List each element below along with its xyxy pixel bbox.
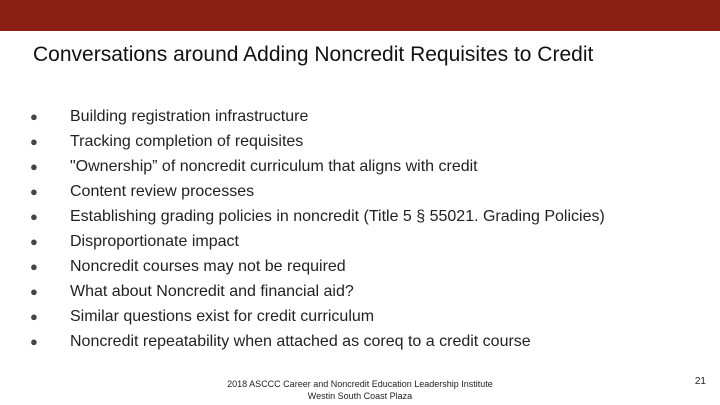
bullet-text: Noncredit repeatability when attached as coreq to a credit course: [70, 332, 531, 350]
bullet-text: Establishing grading policies in noncredit (Title 5 § 55021. Grading Policies): [70, 207, 605, 225]
slide-footer: [170, 378, 550, 402]
list-item: [28, 179, 605, 204]
list-item: [28, 204, 605, 229]
title-bar-accent: [0, 0, 720, 31]
footer-line-1: 2018 ASCCC Career and Noncredit Education Leadership Institute: [227, 379, 493, 389]
bullet-icon: ●: [30, 334, 38, 349]
bullet-text: Disproportionate impact: [70, 232, 239, 250]
bullet-text: Similar questions exist for credit curriculum: [70, 307, 375, 325]
footer-line-2: Westin South Coast Plaza: [307, 391, 413, 401]
slide-title: Conversations around Adding Noncredit Requisites to Credit: [33, 43, 594, 66]
list-item: [28, 129, 605, 154]
list-item: [28, 229, 605, 254]
bullet-icon: ●: [30, 134, 38, 149]
bullet-text: Noncredit courses may not be required: [70, 257, 346, 275]
bullet-text: Tracking completion of requisites: [70, 132, 304, 150]
bullet-text: Building registration infrastructure: [70, 107, 309, 125]
list-item: [28, 279, 605, 304]
bullet-text: "Ownership” of noncredit curriculum that aligns with credit: [70, 157, 478, 175]
bullet-icon: ●: [30, 159, 38, 174]
bullet-icon: ●: [30, 184, 38, 199]
bullet-icon: ●: [30, 209, 38, 224]
bullet-text: Content review processes: [70, 182, 255, 200]
bullet-list: [28, 104, 605, 354]
list-item: [28, 254, 605, 279]
list-item: [28, 104, 605, 129]
page-number: 21: [694, 376, 706, 387]
bullet-icon: ●: [30, 284, 38, 299]
bullet-icon: ●: [30, 259, 38, 274]
bullet-icon: ●: [30, 234, 38, 249]
bullet-icon: ●: [30, 109, 38, 124]
bullet-text: What about Noncredit and financial aid?: [70, 282, 354, 300]
bullet-icon: ●: [30, 309, 38, 324]
list-item: [28, 329, 605, 354]
list-item: [28, 304, 605, 329]
list-item: [28, 154, 605, 179]
